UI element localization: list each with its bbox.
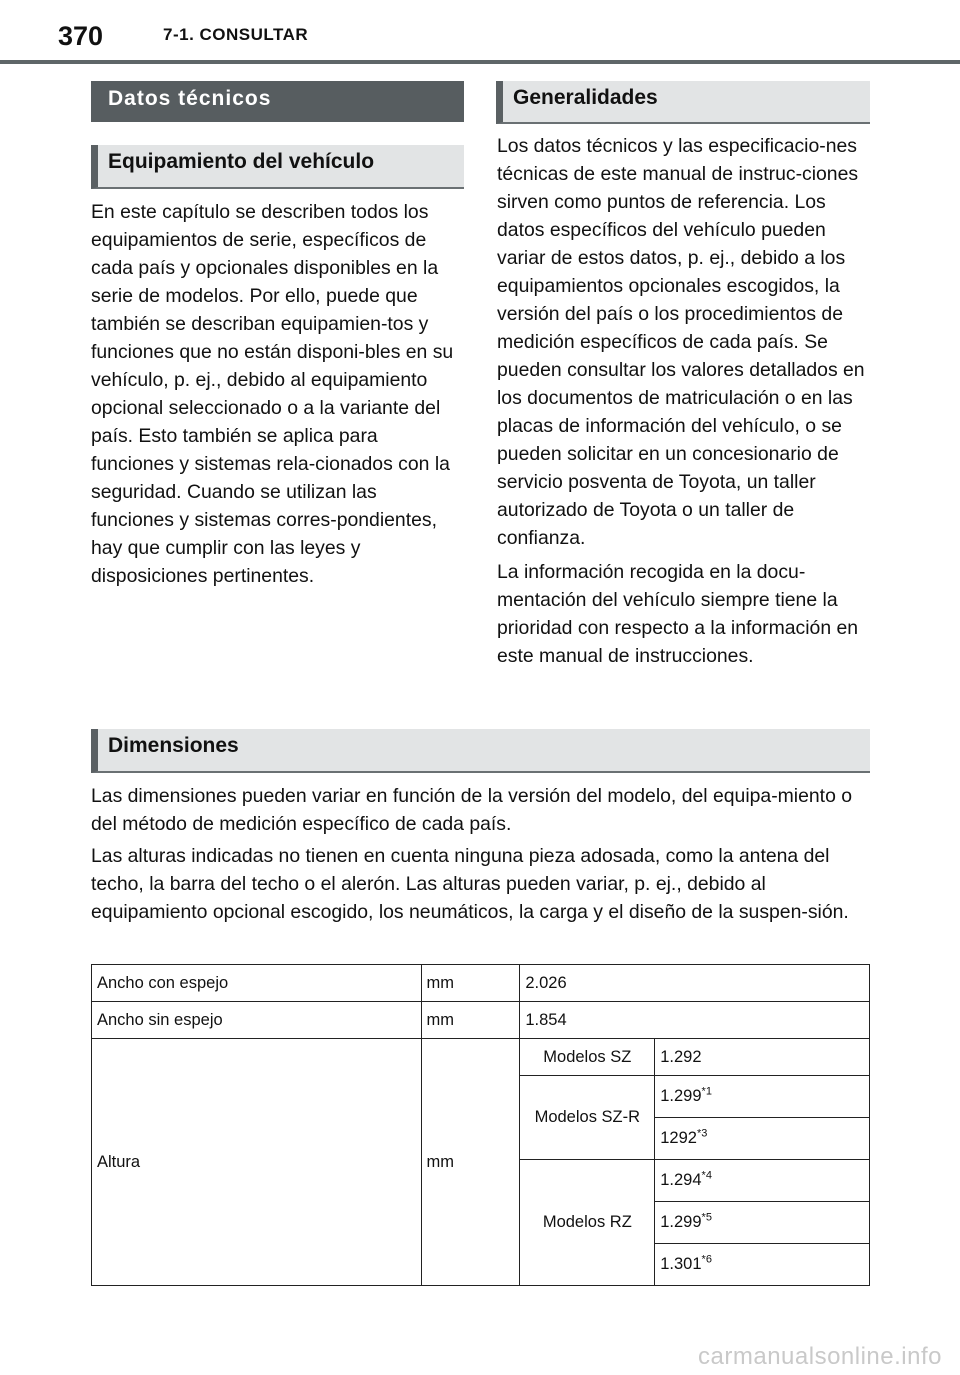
table-cell-value <box>655 1202 870 1244</box>
value-text: 1.294 <box>660 1171 702 1189</box>
section-label: 7-1. CONSULTAR <box>163 25 309 44</box>
table-cell-value: 1.292 <box>655 1039 870 1076</box>
page-number: 370 <box>58 21 104 51</box>
dimensions-paragraph-1: Las dimensiones pueden variar en función de la versión del modelo, del equipa-miento o del método de medición específico de cada país. <box>91 785 853 835</box>
general-paragraph-1: Los datos técnicos y las especificacio-nes técnicas de este manual de instruc-ciones sirven como puntos de referencia. Los datos específicos del vehículo pueden variar de estos datos, p. ej., debido a los equipamientos opcionales escogidos, la versión del país o los procedimientos de medición específicos de cada país. Se pueden consultar los valores detallados en los documentos de matriculación o en las placas de información del vehículo, o se pueden solicitar en un concesionario de servicio posventa de Toyota, un taller autorizado de Toyota o un taller de confianza. <box>497 135 865 549</box>
subsection-title: Equipamiento del vehículo <box>108 150 375 173</box>
table-cell-model: Modelos SZ <box>520 1039 655 1076</box>
table-cell-value: 1.854 <box>520 1002 870 1039</box>
dimensions-title: Dimensiones <box>108 734 239 757</box>
left-column-text <box>91 198 464 590</box>
table-cell-unit: mm <box>421 1002 520 1039</box>
general-paragraph-2: La información recogida en la docu-mentación del vehículo siempre tiene la prioridad con respecto a la información en este manual de instrucciones. <box>497 561 859 667</box>
value-text: 1.301 <box>660 1255 702 1273</box>
table-row <box>92 1039 870 1076</box>
equipment-paragraph: En este capítulo se describen todos los equipamientos de serie, específicos de cada país y opcionales disponibles en la serie de modelos. Por ello, puede que también se describan equipamien-tos y funciones que no están disponi-bles en su vehículo, p. ej., debido al equipamiento opcional seleccionado o a la variante del país. Esto también se aplica para funciones y sistemas rela-cionados con la seguridad. Cuando se utilizan las funciones y sistemas corres-pondientes, hay que cumplir con las leyes y disposiciones pertinentes. <box>91 201 454 587</box>
right-column-text <box>497 132 870 670</box>
footnote-marker: *4 <box>701 1169 712 1182</box>
table-cell-label: Ancho sin espejo <box>92 1002 422 1039</box>
watermark-text: carmanualsonline.info <box>698 1343 942 1370</box>
footnote-marker: *3 <box>696 1127 708 1140</box>
value-text: 1292 <box>660 1129 697 1147</box>
header-rule <box>0 60 960 64</box>
table-cell-value <box>655 1160 870 1202</box>
general-title-band <box>496 81 870 124</box>
dimensions-paragraph-2: Las alturas indicadas no tienen en cuenta ninguna pieza adosada, como la antena del techo, la barra del techo o el alerón. Las alturas pueden variar, p. ej., debido al equipamiento opcional escogido, los neumáticos, la carga y el diseño de la suspen-sión. <box>91 845 849 923</box>
table-row <box>92 1002 870 1039</box>
dimensions-title-band <box>91 729 870 773</box>
general-title: Generalidades <box>513 86 658 109</box>
table-cell-value <box>655 1244 870 1286</box>
footnote-marker: *6 <box>701 1253 712 1266</box>
table-cell-unit: mm <box>421 1039 520 1286</box>
table-cell-label: Altura <box>92 1039 422 1286</box>
subsection-title-band <box>91 145 464 189</box>
value-text: 1.299 <box>660 1213 702 1231</box>
chapter-title-band <box>91 81 464 122</box>
chapter-title: Datos técnicos <box>108 87 272 110</box>
table-cell-unit: mm <box>421 965 520 1002</box>
table-cell-value <box>655 1118 870 1160</box>
value-text: 1.299 <box>660 1087 702 1105</box>
table-cell-model: Modelos RZ <box>520 1160 655 1286</box>
footnote-marker: *1 <box>701 1085 712 1098</box>
table-cell-model: Modelos SZ-R <box>520 1076 655 1160</box>
footnote-marker: *5 <box>701 1211 712 1224</box>
table-row <box>92 965 870 1002</box>
table-cell-label: Ancho con espejo <box>92 965 422 1002</box>
table-cell-value <box>655 1076 870 1118</box>
dimensions-table <box>91 964 870 1286</box>
table-cell-value: 2.026 <box>520 965 870 1002</box>
